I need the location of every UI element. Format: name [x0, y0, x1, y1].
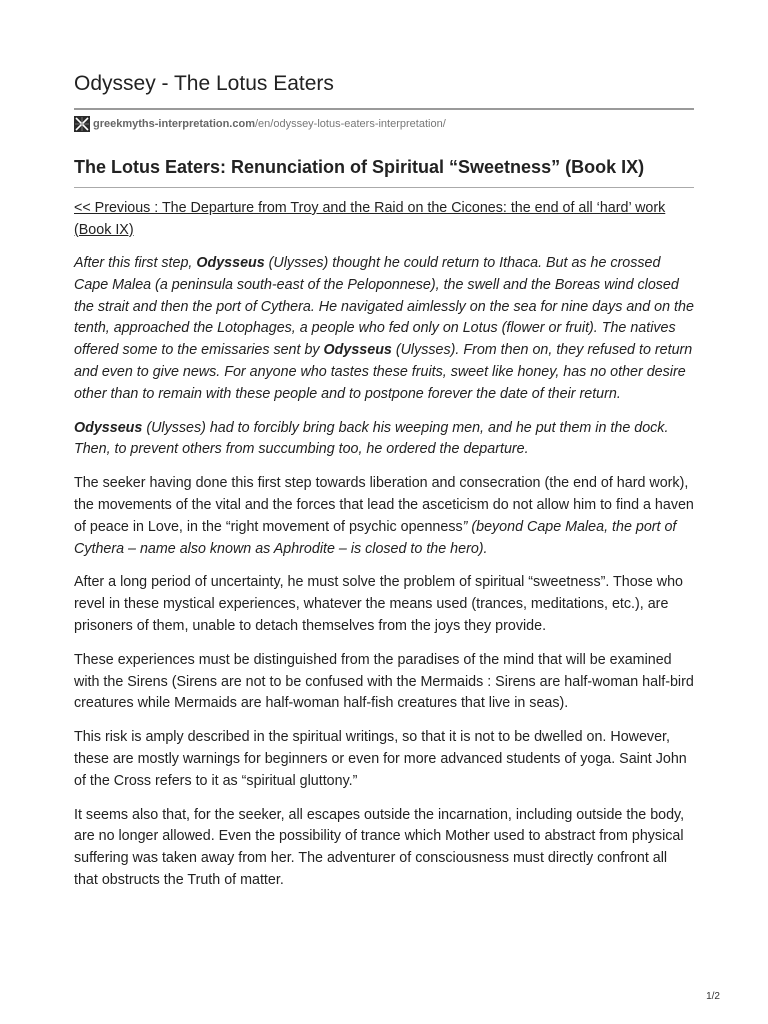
paragraph-5: These experiences must be distinguished from the paradises of the mind that will be examined with the Sirens (Sirens are not to be confused with the Mermaids : Sirens are half-woman half-bird creatures while Mermaids are half-woman half-fish creatures that live in seas).: [74, 651, 694, 712]
p3-text-a: The seeker having done this first step towards liberation and consecration (the end of hard work), the movements of the vital and the forces that lead the asceticism do not allow him to find a haven of peace in Love, in the “right movement of psychic openness: [74, 475, 694, 535]
previous-chapter-link[interactable]: << Previous : The Departure from Troy and the Raid on the Cicones: the end of all ‘hard’ work (Book IX): [74, 200, 666, 238]
paragraph-1: [74, 253, 694, 406]
p1-text-a: After this first step,: [74, 255, 197, 271]
paragraph-4: After a long period of uncertainty, he must solve the problem of spiritual “sweetness”. Those who revel in these mystical experiences, whatever the means used (trances, meditations, etc.), are prisoners of them, unable to detach themselves from the joys they provide.: [74, 574, 683, 634]
document-page: [74, 70, 694, 892]
page-title: Odyssey - The Lotus Eaters: [74, 70, 694, 110]
p1-odysseus-2: Odysseus: [323, 342, 392, 359]
p1-text-e: (Ulysses). From then on, they refused to return and even to give news. For anyone who tastes these fruits, sweet like honey, has no other desire other than to remain with these people and to postpone forever the date of their return.: [74, 342, 693, 402]
paragraph-3: [74, 473, 694, 560]
source-url[interactable]: [74, 116, 694, 132]
site-favicon-icon: [74, 116, 90, 132]
article-subtitle: The Lotus Eaters: Renunciation of Spiritual “Sweetness” (Book IX): [74, 155, 694, 188]
p1-text-c: (Ulysses) thought he could return to Ithaca. But as he crossed Cape Malea (a peninsula south-east of the Peloponnese), the swell and the Boreas wind closed the strait and then the port of Cythera. He navigated aimlessly on the sea for nine days and on the tenth, approached the Lotophages, a people who fed only on Lotus (flower or fruit). The natives offered some to the emissaries sent by: [74, 255, 694, 359]
paragraph-7: It seems also that, for the seeker, all escapes outside the incarnation, including outside the body, are no longer allowed. Even the possibility of trance which Mother used to abstract from physical suffering was taken away from her. The adventurer of consciousness must directly confront all that obstructs the Truth of matter.: [74, 806, 685, 888]
paragraph-6: This risk is amply described in the spiritual writings, so that it is not to be dwelled on. However, these are mostly warnings for beginners or even for more advanced students of yoga. Saint John of the Cross refers to it as “spiritual gluttony.”: [74, 729, 687, 789]
p2-text-b: (Ulysses) had to forcibly bring back his weeping men, and he put them in the dock. Then, to prevent others from succumbing too, he ordered the departure.: [74, 419, 669, 458]
paragraph-2: [74, 418, 694, 462]
source-domain: greekmyths-interpretation.com: [93, 118, 255, 130]
p2-odysseus: Odysseus: [74, 419, 143, 436]
p1-odysseus-1: Odysseus: [196, 255, 265, 271]
page-number: 1/2: [706, 991, 720, 1002]
source-path: /en/odyssey-lotus-eaters-interpretation/: [254, 118, 446, 130]
p3-text-b-italic: ” (beyond Cape Malea, the port of Cythera – name also known as Aphrodite – is closed to the hero).: [74, 518, 677, 557]
